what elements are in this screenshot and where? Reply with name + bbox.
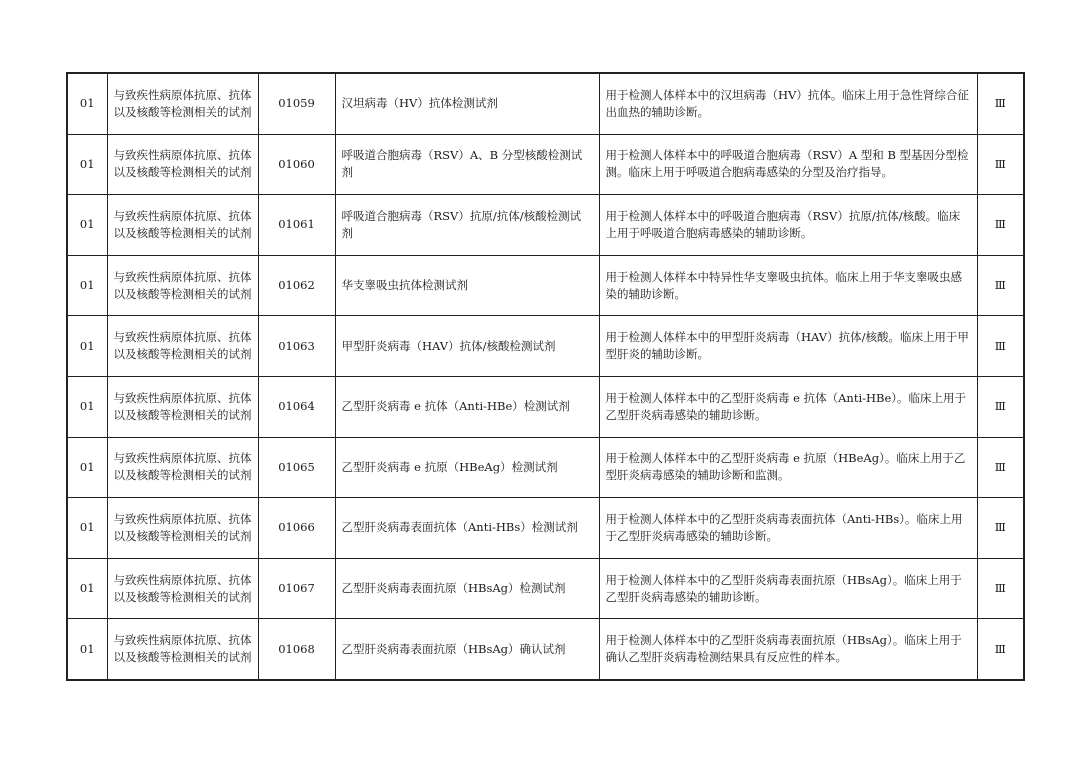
category-code-cell: 01 [67, 73, 107, 134]
intended-use-cell: 用于检测人体样本中的乙型肝炎病毒表面抗原（HBsAg）。临床上用于乙型肝炎病毒感染的辅助诊断。 [599, 558, 977, 619]
table-row [67, 558, 1024, 619]
table-row [67, 255, 1024, 316]
product-number-cell: 01065 [258, 437, 335, 498]
management-class-cell: Ⅲ [977, 316, 1024, 377]
management-class-cell: Ⅲ [977, 619, 1024, 680]
category-code-cell: 01 [67, 437, 107, 498]
category-description-cell: 与致疾性病原体抗原、抗体以及核酸等检测相关的试剂 [107, 316, 258, 377]
table-body [67, 73, 1024, 680]
product-name-cell: 甲型肝炎病毒（HAV）抗体/核酸检测试剂 [335, 316, 599, 377]
category-description-cell: 与致疾性病原体抗原、抗体以及核酸等检测相关的试剂 [107, 134, 258, 195]
category-description-cell: 与致疾性病原体抗原、抗体以及核酸等检测相关的试剂 [107, 498, 258, 559]
table-row [67, 437, 1024, 498]
intended-use-cell: 用于检测人体样本中的呼吸道合胞病毒（RSV）A 型和 B 型基因分型检测。临床上用于呼吸道合胞病毒感染的分型及治疗指导。 [599, 134, 977, 195]
product-name-cell: 汉坦病毒（HV）抗体检测试剂 [335, 73, 599, 134]
table-row [67, 316, 1024, 377]
table-row [67, 498, 1024, 559]
category-description-cell: 与致疾性病原体抗原、抗体以及核酸等检测相关的试剂 [107, 255, 258, 316]
product-name-cell: 乙型肝炎病毒 e 抗体（Anti-HBe）检测试剂 [335, 376, 599, 437]
management-class-cell: Ⅲ [977, 376, 1024, 437]
intended-use-cell: 用于检测人体样本中的乙型肝炎病毒表面抗体（Anti-HBs）。临床上用于乙型肝炎病毒感染的辅助诊断。 [599, 498, 977, 559]
category-code-cell: 01 [67, 255, 107, 316]
product-name-cell: 乙型肝炎病毒表面抗体（Anti-HBs）检测试剂 [335, 498, 599, 559]
category-description-cell: 与致疾性病原体抗原、抗体以及核酸等检测相关的试剂 [107, 73, 258, 134]
management-class-cell: Ⅲ [977, 437, 1024, 498]
product-number-cell: 01066 [258, 498, 335, 559]
category-code-cell: 01 [67, 498, 107, 559]
product-name-cell: 华支睾吸虫抗体检测试剂 [335, 255, 599, 316]
table-row [67, 376, 1024, 437]
intended-use-cell: 用于检测人体样本中的乙型肝炎病毒表面抗原（HBsAg）。临床上用于确认乙型肝炎病毒检测结果具有反应性的样本。 [599, 619, 977, 680]
product-number-cell: 01060 [258, 134, 335, 195]
product-name-cell: 呼吸道合胞病毒（RSV）A、B 分型核酸检测试剂 [335, 134, 599, 195]
category-code-cell: 01 [67, 316, 107, 377]
intended-use-cell: 用于检测人体样本中的甲型肝炎病毒（HAV）抗体/核酸。临床上用于甲型肝炎的辅助诊断。 [599, 316, 977, 377]
management-class-cell: Ⅲ [977, 498, 1024, 559]
table-row [67, 134, 1024, 195]
intended-use-cell: 用于检测人体样本中特异性华支睾吸虫抗体。临床上用于华支睾吸虫感染的辅助诊断。 [599, 255, 977, 316]
category-description-cell: 与致疾性病原体抗原、抗体以及核酸等检测相关的试剂 [107, 376, 258, 437]
category-code-cell: 01 [67, 376, 107, 437]
product-number-cell: 01062 [258, 255, 335, 316]
category-description-cell: 与致疾性病原体抗原、抗体以及核酸等检测相关的试剂 [107, 437, 258, 498]
table-row [67, 195, 1024, 256]
intended-use-cell: 用于检测人体样本中的乙型肝炎病毒 e 抗原（HBeAg）。临床上用于乙型肝炎病毒感染的辅助诊断和监测。 [599, 437, 977, 498]
category-description-cell: 与致疾性病原体抗原、抗体以及核酸等检测相关的试剂 [107, 195, 258, 256]
product-name-cell: 乙型肝炎病毒 e 抗原（HBeAg）检测试剂 [335, 437, 599, 498]
intended-use-cell: 用于检测人体样本中的呼吸道合胞病毒（RSV）抗原/抗体/核酸。临床上用于呼吸道合胞病毒感染的辅助诊断。 [599, 195, 977, 256]
reagent-catalog-table [66, 72, 1025, 681]
intended-use-cell: 用于检测人体样本中的汉坦病毒（HV）抗体。临床上用于急性肾综合征出血热的辅助诊断。 [599, 73, 977, 134]
intended-use-cell: 用于检测人体样本中的乙型肝炎病毒 e 抗体（Anti-HBe）。临床上用于乙型肝炎病毒感染的辅助诊断。 [599, 376, 977, 437]
product-number-cell: 01061 [258, 195, 335, 256]
management-class-cell: Ⅲ [977, 195, 1024, 256]
product-name-cell: 呼吸道合胞病毒（RSV）抗原/抗体/核酸检测试剂 [335, 195, 599, 256]
category-code-cell: 01 [67, 619, 107, 680]
product-number-cell: 01064 [258, 376, 335, 437]
product-number-cell: 01068 [258, 619, 335, 680]
management-class-cell: Ⅲ [977, 558, 1024, 619]
category-description-cell: 与致疾性病原体抗原、抗体以及核酸等检测相关的试剂 [107, 619, 258, 680]
management-class-cell: Ⅲ [977, 255, 1024, 316]
product-number-cell: 01067 [258, 558, 335, 619]
category-code-cell: 01 [67, 195, 107, 256]
product-number-cell: 01059 [258, 73, 335, 134]
product-name-cell: 乙型肝炎病毒表面抗原（HBsAg）检测试剂 [335, 558, 599, 619]
table-row [67, 73, 1024, 134]
product-number-cell: 01063 [258, 316, 335, 377]
table-row [67, 619, 1024, 680]
category-description-cell: 与致疾性病原体抗原、抗体以及核酸等检测相关的试剂 [107, 558, 258, 619]
category-code-cell: 01 [67, 558, 107, 619]
management-class-cell: Ⅲ [977, 134, 1024, 195]
management-class-cell: Ⅲ [977, 73, 1024, 134]
category-code-cell: 01 [67, 134, 107, 195]
product-name-cell: 乙型肝炎病毒表面抗原（HBsAg）确认试剂 [335, 619, 599, 680]
